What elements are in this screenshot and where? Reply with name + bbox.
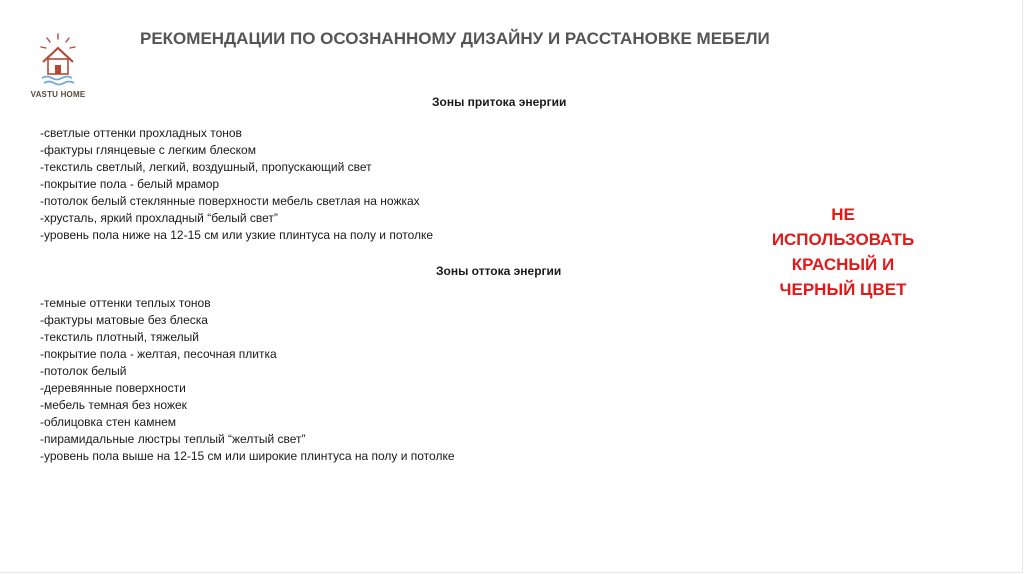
- page-title: РЕКОМЕНДАЦИИ ПО ОСОЗНАННОМУ ДИЗАЙНУ И РАССТАНОВКЕ МЕБЕЛИ: [140, 29, 770, 48]
- list-item: -покрытие пола - белый мрамор: [40, 177, 220, 191]
- list-item: -потолок белый: [40, 364, 127, 378]
- list-item: -потолок белый стеклянные поверхности мебель светлая на ножках: [40, 194, 420, 208]
- logo-text: VASTU HOME: [30, 90, 86, 99]
- list-item: -мебель темная без ножек: [40, 398, 187, 412]
- list-item: -текстиль светлый, легкий, воздушный, пропускающий свет: [40, 160, 372, 174]
- vastu-home-logo: [26, 32, 90, 104]
- list-item: -деревянные поверхности: [40, 381, 186, 395]
- list-item: -фактуры глянцевые с легким блеском: [40, 143, 256, 157]
- list-item: -светлые оттенки прохладных тонов: [40, 126, 242, 140]
- warning-text: [748, 202, 938, 302]
- list-item: -текстиль плотный, тяжелый: [40, 330, 199, 344]
- list-item: -фактуры матовые без блеска: [40, 313, 208, 327]
- list-item: -покрытие пола - желтая, песочная плитка: [40, 347, 277, 361]
- warning-line: НЕ: [831, 205, 855, 224]
- outflow-list: [40, 295, 455, 465]
- outflow-heading: Зоны оттока энергии: [436, 264, 562, 278]
- list-item: -пирамидальные люстры теплый “желтый свет”: [40, 432, 306, 446]
- list-item: -хрусталь, яркий прохладный “белый свет”: [40, 211, 278, 225]
- inflow-list: [40, 125, 433, 244]
- list-item: -уровень пола ниже на 12-15 см или узкие плинтуса на полу и потолке: [40, 228, 434, 242]
- list-item: -темные оттенки теплых тонов: [40, 296, 211, 310]
- inflow-heading: Зоны притока энергии: [432, 95, 567, 109]
- warning-line: ИСПОЛЬЗОВАТЬ: [771, 230, 915, 249]
- warning-line: ЧЕРНЫЙ ЦВЕТ: [779, 280, 907, 299]
- list-item: -уровень пола выше на 12-15 см или широкие плинтуса на полу и потолке: [40, 449, 455, 463]
- list-item: -облицовка стен камнем: [40, 415, 177, 429]
- warning-line: КРАСНЫЙ И: [791, 255, 895, 274]
- house-sun-icon: [38, 32, 78, 88]
